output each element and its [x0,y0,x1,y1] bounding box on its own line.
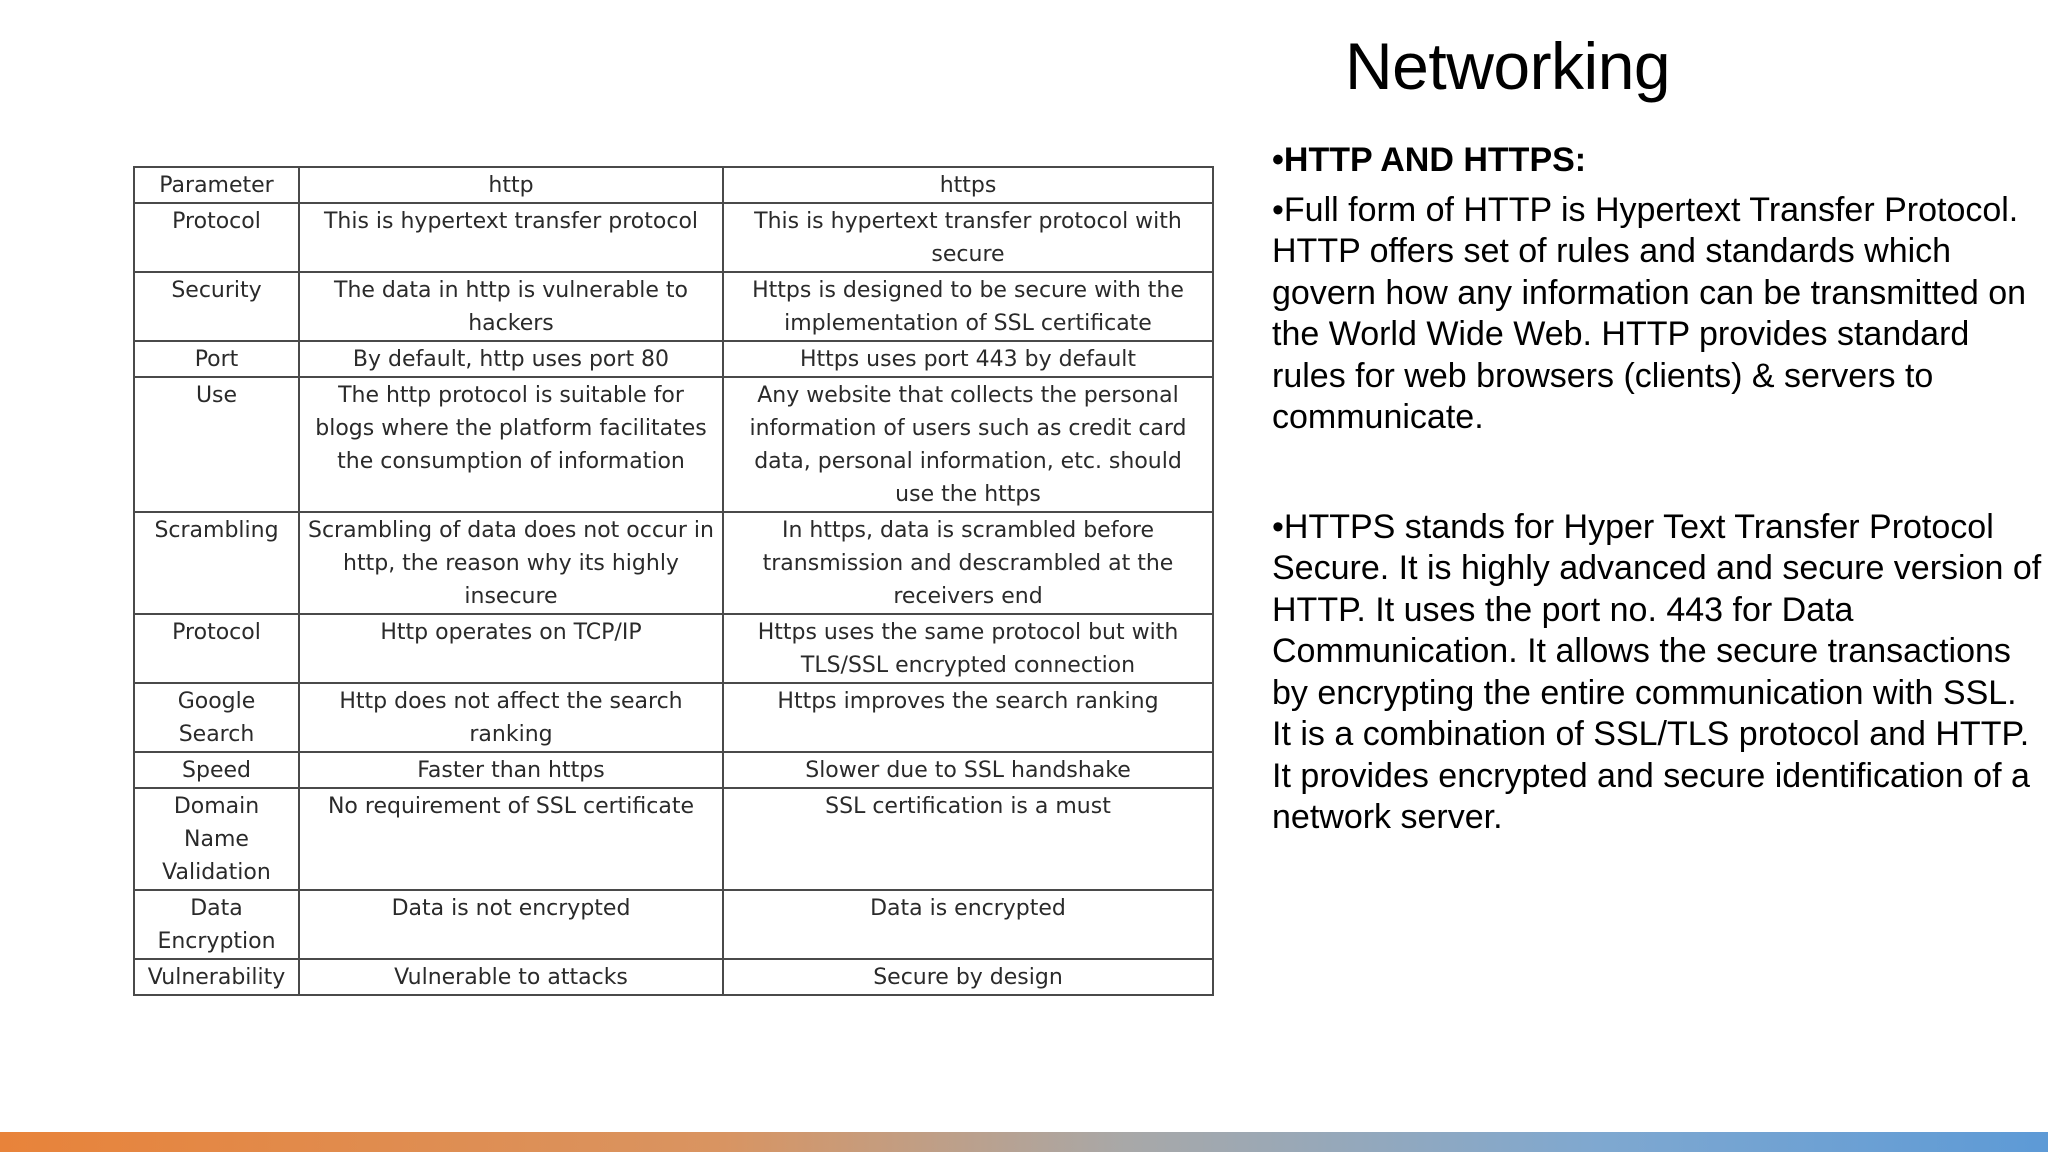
table-row [134,890,1213,959]
table-row [134,752,1213,788]
row-https-cell: Data is encrypted [723,890,1213,959]
header-https: https [723,167,1213,203]
table-header-row [134,167,1213,203]
row-http-cell: No requirement of SSL certificate [299,788,723,890]
header-parameter: Parameter [134,167,299,203]
row-parameter-cell: Google Search [134,683,299,752]
row-https-cell: In https, data is scrambled before transmission and descrambled at the receivers end [723,512,1213,614]
section-heading: •HTTP AND HTTPS: [1272,141,1587,179]
row-parameter-cell: Speed [134,752,299,788]
row-parameter-cell: Use [134,377,299,512]
row-https-cell: Any website that collects the personal information of users such as credit card data, personal information, etc. should use the https [723,377,1213,512]
row-parameter-cell: Data Encryption [134,890,299,959]
table-row [134,377,1213,512]
row-https-cell: Https improves the search ranking [723,683,1213,752]
row-https-cell: Https uses port 443 by default [723,341,1213,377]
row-parameter-cell: Domain Name Validation [134,788,299,890]
row-http-cell: Faster than https [299,752,723,788]
text-panel [1272,140,2042,839]
row-parameter-cell: Security [134,272,299,341]
row-parameter-cell: Scrambling [134,512,299,614]
header-http: http [299,167,723,203]
table-row [134,512,1213,614]
row-http-cell: The data in http is vulnerable to hackers [299,272,723,341]
table-row [134,614,1213,683]
table-row [134,683,1213,752]
http-vs-https-table [133,166,1214,996]
row-https-cell: Secure by design [723,959,1213,995]
table-row [134,272,1213,341]
row-http-cell: Http does not affect the search ranking [299,683,723,752]
row-https-cell: Slower due to SSL handshake [723,752,1213,788]
table-row [134,959,1213,995]
row-http-cell: By default, http uses port 80 [299,341,723,377]
row-https-cell: SSL certification is a must [723,788,1213,890]
comparison-table-container [133,166,1212,996]
row-parameter-cell: Vulnerability [134,959,299,995]
row-parameter-cell: Protocol [134,614,299,683]
footer-gradient-bar [0,1132,2048,1152]
row-http-cell: Http operates on TCP/IP [299,614,723,683]
slide-title: Networking [1345,29,1671,103]
http-description: •Full form of HTTP is Hypertext Transfer Protocol. HTTP offers set of rules and standards which govern how any information can be transmitted on the World Wide Web. HTTP provides standard rules for web browsers (clients) & servers to communicate. [1272,190,2027,436]
row-https-cell: Https uses the same protocol but with TLS/SSL encrypted connection [723,614,1213,683]
row-https-cell: This is hypertext transfer protocol with secure [723,203,1213,272]
row-http-cell: Scrambling of data does not occur in http, the reason why its highly insecure [299,512,723,614]
table-row [134,788,1213,890]
row-http-cell: This is hypertext transfer protocol [299,203,723,272]
table-row [134,341,1213,377]
row-http-cell: The http protocol is suitable for blogs where the platform facilitates the consumption of information [299,377,723,512]
row-http-cell: Data is not encrypted [299,890,723,959]
https-description: •HTTPS stands for Hyper Text Transfer Protocol Secure. It is highly advanced and secure version of HTTP. It uses the port no. 443 for Data Communication. It allows the secure transactions by encrypting the entire communication with SSL. It is a combination of SSL/TLS protocol and HTTP. It provides encrypted and secure identification of a network server. [1272,507,2042,836]
table-row [134,203,1213,272]
row-https-cell: Https is designed to be secure with the implementation of SSL certificate [723,272,1213,341]
row-parameter-cell: Port [134,341,299,377]
row-parameter-cell: Protocol [134,203,299,272]
row-http-cell: Vulnerable to attacks [299,959,723,995]
